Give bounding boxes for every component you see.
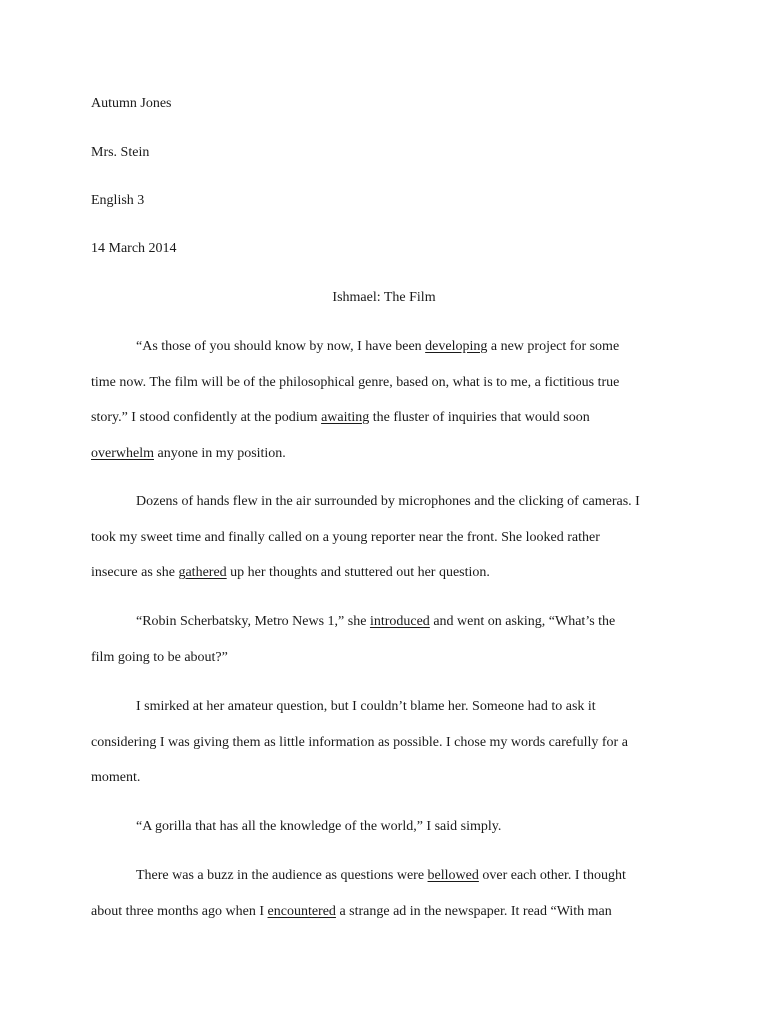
text-segment: time now. The film will be of the philosophical genre, based on, what is to me, a fictitious true [91,374,620,390]
text-segment: about three months ago when I [91,903,268,919]
underlined-word: bellowed [427,868,479,883]
text-segment: Dozens of hands flew in the air surrounded by microphones and the clicking of cameras. I [136,494,640,509]
text-segment: “As those of you should know by now, I have been [136,339,426,354]
text-line [91,493,640,529]
text-segment: a strange ad in the newspaper. It read “With man [335,903,612,919]
text-segment: film going to be about?” [91,649,228,665]
text-line [91,698,628,734]
text-line [91,529,640,565]
text-segment: took my sweet time and finally called on a young reporter near the front. She looked rather [91,529,600,545]
text-line [91,818,501,854]
text-segment: the fluster of inquiries that would soon [369,410,590,425]
text-segment: moment. [91,770,141,785]
text-line [91,734,628,770]
underlined-word: gathered [178,565,227,580]
text-line [91,374,619,410]
text-segment: and went on asking, “What’s the [429,614,616,629]
text-segment: up her thoughts and stuttered out her question. [226,565,490,580]
paragraph [91,698,628,805]
text-segment: over each other. I thought [478,868,626,883]
text-segment: story.” I stood confidently at the podium [91,410,322,425]
text-segment: a new project for some [487,339,620,354]
paragraph [91,493,640,600]
course-name: English 3 [91,193,145,208]
author-name: Autumn Jones [91,96,172,111]
paragraph [91,338,619,480]
text-line [91,564,640,600]
text-line [91,769,628,805]
paragraph [91,818,501,854]
text-segment: There was a buzz in the audience as questions were [136,868,428,883]
text-segment: considering I was giving them as little information as possible. I chose my words carefully for a [91,734,628,750]
text-segment: “A gorilla that has all the knowledge of the world,” I said simply. [136,819,502,834]
text-segment: anyone in my position. [153,445,286,461]
text-line [91,867,626,903]
essay-date: 14 March 2014 [91,241,177,256]
underlined-word: awaiting [321,410,370,425]
text-line [91,613,615,649]
text-segment: “Robin Scherbatsky, Metro News 1,” she [136,614,370,629]
text-line [91,338,619,374]
underlined-word: introduced [369,614,430,629]
teacher-name: Mrs. Stein [91,145,150,160]
essay-title: Ishmael: The Film [332,290,436,305]
text-line [91,445,619,481]
text-line [91,903,626,939]
text-line [91,649,615,685]
paragraph [91,867,626,938]
text-segment: I smirked at her amateur question, but I couldn’t blame her. Someone had to ask it [136,699,596,714]
text-line [91,409,619,445]
paragraph [91,613,615,684]
underlined-word: encountered [267,903,336,919]
underlined-word: overwhelm [91,445,154,461]
text-segment: insecure as she [91,565,179,580]
underlined-word: developing [425,339,488,354]
